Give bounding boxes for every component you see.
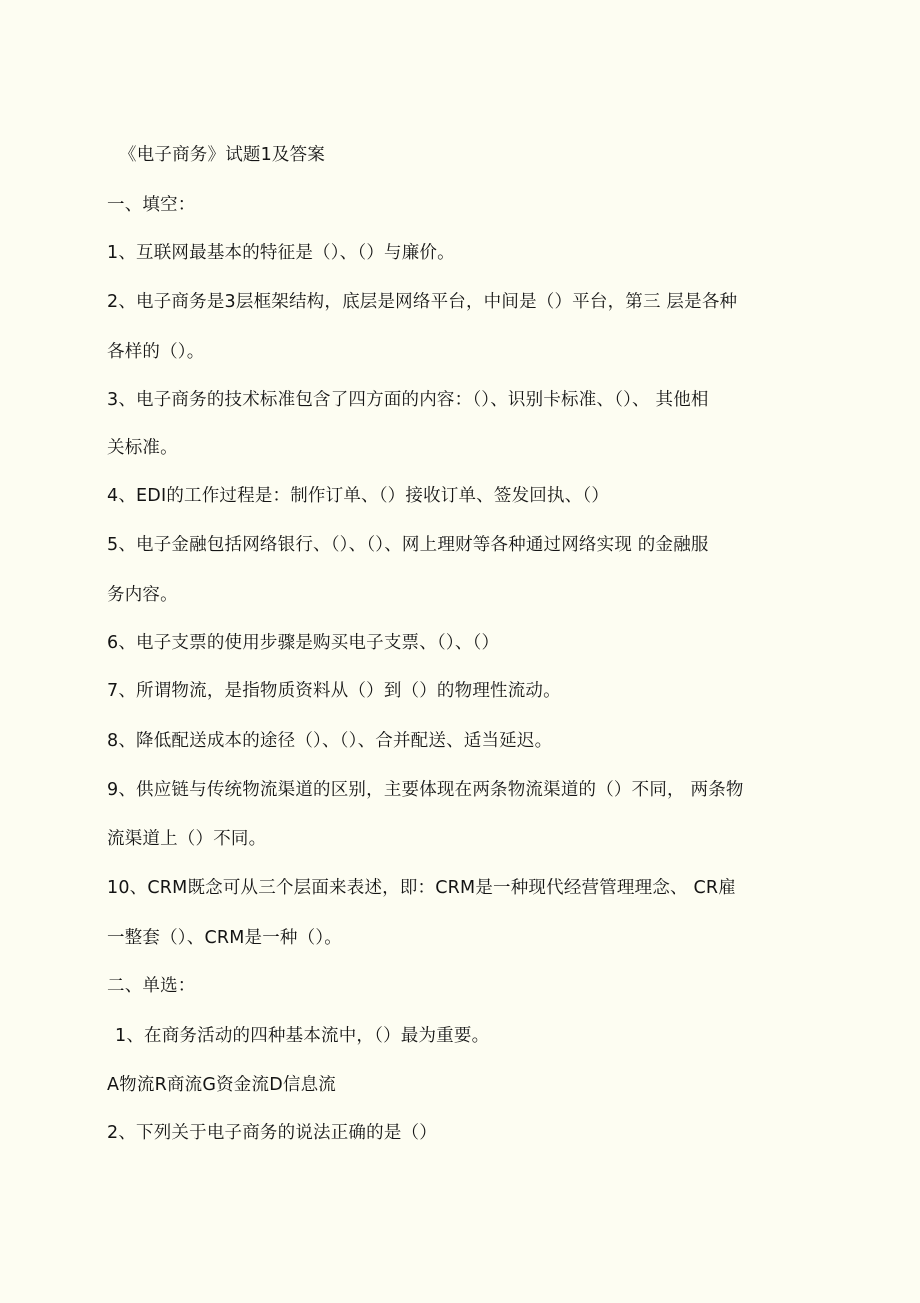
question-9-line-1: 9、供应链与传统物流渠道的区别，主要体现在两条物流渠道的（）不同， 两条物 [107,780,744,800]
question-10-line-2: 一整套（）、CRM是一种（）。 [107,928,342,948]
question-3-line-1: 3、电子商务的技术标准包含了四方面的内容：（）、识别卡标准、（）、 其他相 [107,390,709,410]
question-3-line-2: 关标准。 [107,438,178,458]
question-5-line-1: 5、电子金融包括网络银行、（）、（）、网上理财等各种通过网络实现 的金融服 [107,535,709,555]
question-4: 4、EDI的工作过程是：制作订单、（）接收订单、签发回执、（） [107,486,610,506]
section-heading-fill-in: 一、填空： [107,195,196,215]
question-5-line-2: 务内容。 [107,585,178,605]
question-9-line-2: 流渠道上（）不同。 [107,829,267,849]
choice-question-1: 1、在商务活动的四种基本流中，（）最为重要。 [115,1026,490,1046]
question-10-line-1: 10、CRM既念可从三个层面来表述，即：CRM是一种现代经营管理理念、 CR雇 [107,878,736,898]
section-heading-single-choice: 二、单选： [107,976,196,996]
choice-question-1-options: A物流R商流G资金流D信息流 [107,1075,336,1095]
question-2-line-2: 各样的（）。 [107,342,205,362]
document-title: 《电子商务》试题1及答案 [119,145,326,165]
choice-question-2: 2、下列关于电子商务的说法正确的是（） [107,1123,437,1143]
question-6: 6、电子支票的使用步骤是购买电子支票、（）、（） [107,633,500,653]
question-2-line-1: 2、电子商务是3层框架结构，底层是网络平台，中间是（）平台，第三 层是各种 [107,292,738,312]
question-1: 1、互联网最基本的特征是（）、（）与廉价。 [107,243,455,263]
question-8: 8、降低配送成本的途径（）、（）、合并配送、适当延迟。 [107,731,553,751]
question-7: 7、所谓物流，是指物质资料从（）到（）的物理性流动。 [107,681,561,701]
